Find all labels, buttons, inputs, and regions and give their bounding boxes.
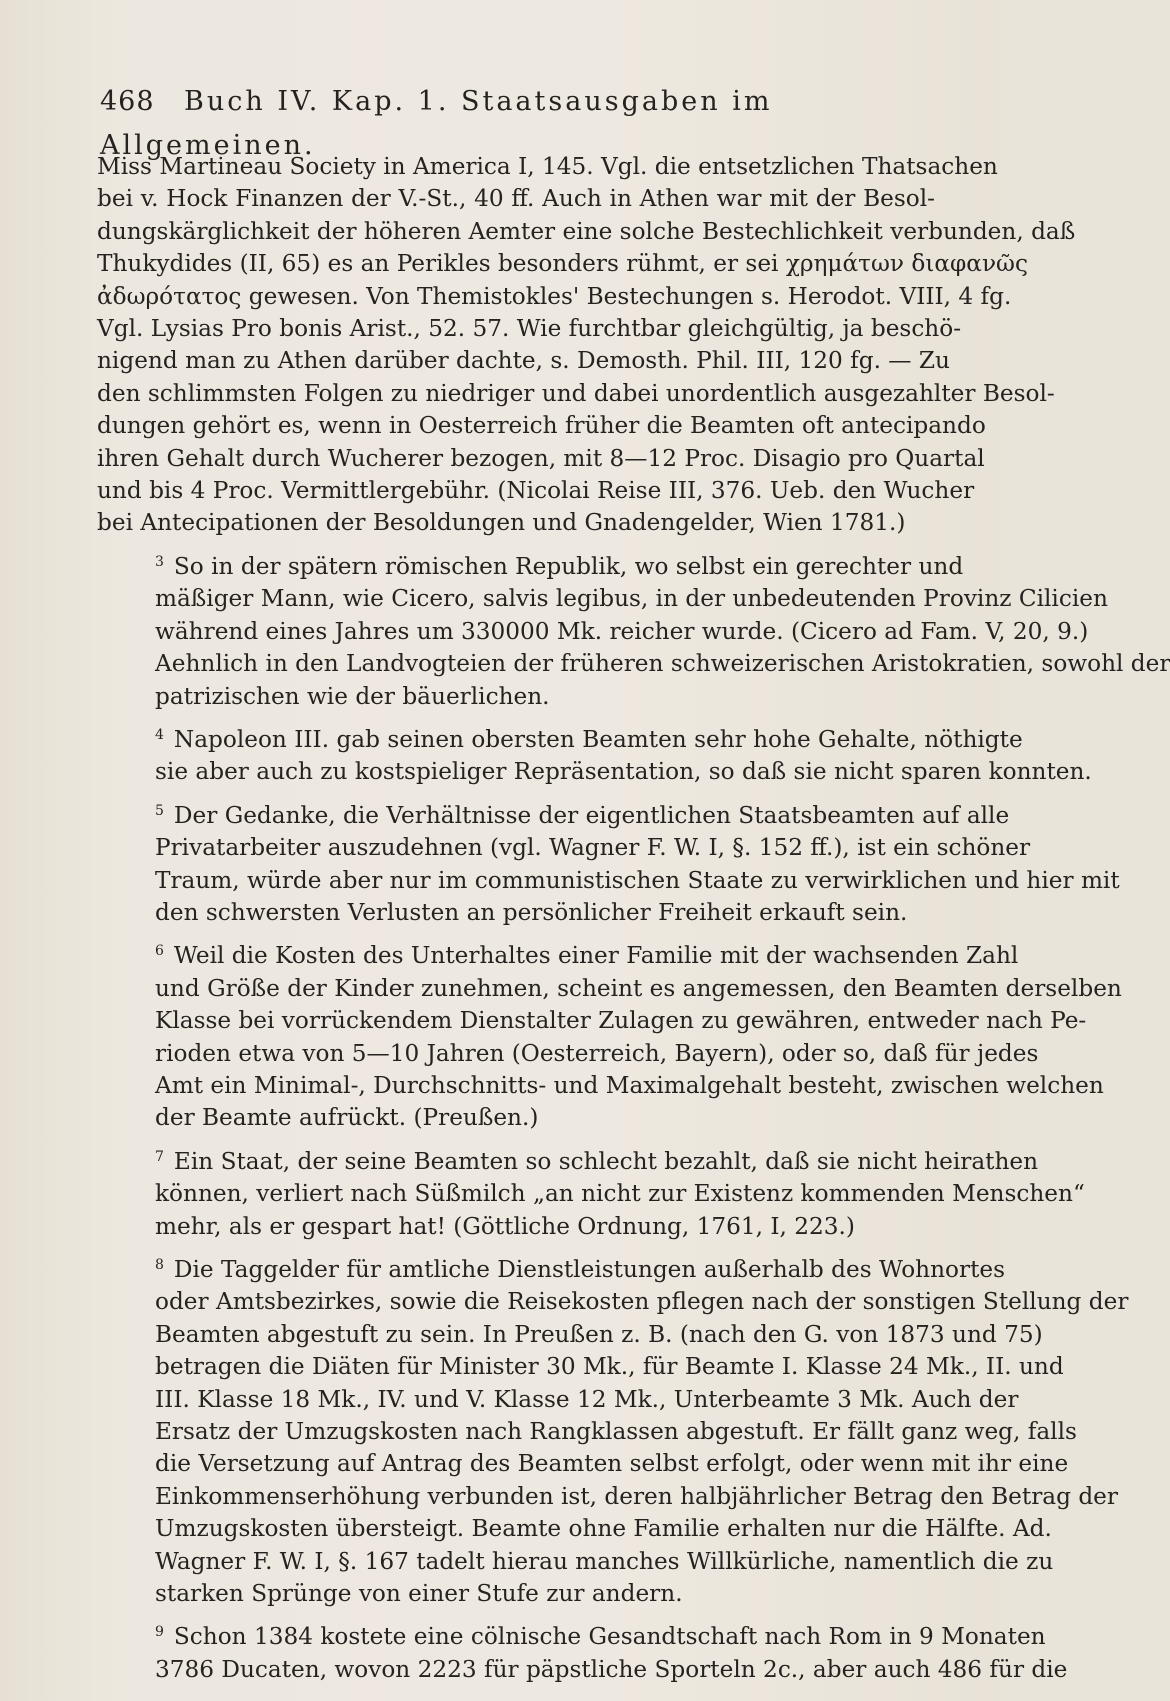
line-text: Thukydides (II, 65) es an Perikles besonders rühmt, er sei χρημάτων διαφανῶς [97,250,1028,278]
line-text: So in der spätern römischen Republik, wo selbst ein gerechter und [173,552,964,580]
text-line [97,378,1055,410]
line-text: Vgl. Lysias Pro bonis Arist., 52. 57. Wie furchtbar gleichgültig, ja beschö- [97,315,962,343]
line-text: Miss Martineau Society in America I, 145. Vgl. die entsetzlichen Thatsachen [97,153,998,180]
line-text: starken Sprünge von einer Stufe zur andern. [155,1580,683,1608]
text-line [97,795,1010,832]
text-line [97,507,935,539]
line-text: während eines Jahres um 330000 Mk. reicher wurde. (Cicero ad Fam. V, 20, 9.) [155,617,1089,645]
page-header [100,80,920,161]
text-line [97,1141,1039,1178]
footnote-5 [97,795,1120,930]
line-text: Privatarbeiter auszudehnen (vgl. Wagner F. W. I, §. 152 ff.), ist ein schöner [155,834,1031,862]
footnote-text-block [97,145,1170,1686]
text-line [97,1546,1054,1578]
line-text: den schlimmsten Folgen zu niedriger und dabei unordentlich ausgezahlter Besol- [97,379,1055,407]
text-line [97,865,1120,897]
line-text: Klasse bei vorrückendem Dienstalter Zulagen zu gewähren, entweder nach Pe- [155,1007,1087,1035]
text-line [97,1286,1129,1318]
footnote-marker: 8 [155,1257,164,1273]
text-line [97,216,1076,248]
footnote-marker: 5 [155,802,164,819]
footnote-7 [97,1141,1085,1243]
footnote-3 [97,546,1170,713]
text-line [97,1616,1046,1653]
line-text: Weil die Kosten des Unterhaltes einer Familie mit der wachsenden Zahl [173,942,1019,970]
line-text: bei v. Hock Finanzen der V.-St., 40 ff. Auch in Athen war mit der Besol- [97,185,935,213]
text-line [97,832,1031,864]
line-text: können, verliert nach Süßmilch „an nicht zur Existenz kommenden Menschen“ [155,1180,1085,1208]
text-line [97,313,962,345]
text-line [97,183,935,215]
text-line [97,719,1023,756]
text-line [97,1481,1118,1513]
line-text: sie aber auch zu kostspieliger Repräsentation, so daß sie nicht sparen konnten. [155,758,1092,786]
line-text: dungskärglichkeit der höheren Aemter eine solche Bestechlichkeit verbunden, daß [97,217,1076,245]
line-text: Umzugskosten übersteigt. Beamte ohne Familie erhalten nur die Hälfte. Ad. [155,1515,1052,1543]
line-text: den schwersten Verlusten an persönlicher Freiheit erkauft sein. [155,898,908,926]
text-line [97,1578,935,1610]
line-text: Amt ein Minimal-, Durchschnitts- und Maximalgehalt besteht, zwischen welchen [155,1071,1104,1099]
footnote-marker: 4 [155,726,164,743]
text-line [97,1178,1085,1210]
text-line [97,756,1092,788]
line-text: III. Klasse 18 Mk., IV. und V. Klasse 12 Mk., Unterbeamte 3 Mk. Auch der [155,1385,1019,1413]
line-text: Traum, würde aber nur im communistischen Staate zu verwirklichen und hier mit [155,866,1120,894]
line-text: der Beamte aufrückt. (Preußen.) [155,1104,539,1132]
line-text: Ersatz der Umzugskosten nach Rangklassen abgestuft. Er fällt ganz weg, falls [155,1418,1077,1446]
line-text: bei Antecipationen der Besoldungen und Gnadengelder, Wien 1781.) [97,509,906,537]
text-line [97,973,1122,1005]
text-line [97,1038,1039,1070]
text-line [97,1351,1064,1383]
text-line [97,1249,1006,1286]
line-text: patrizischen wie der bäuerlichen. [155,682,550,710]
text-line [97,1005,1087,1037]
line-text: und Größe der Kinder zunehmen, scheint es angemessen, den Beamten derselben [155,974,1122,1002]
line-text: die Versetzung auf Antrag des Beamten selbst erfolgt, oder wenn mit ihr eine [155,1450,1069,1478]
page-number: 468 [100,86,155,117]
text-line [97,1070,1104,1102]
line-text: rioden etwa von 5—10 Jahren (Oesterreich, Bayern), oder so, daß für jedes [155,1039,1039,1067]
line-text: Schon 1384 kostete eine cölnische Gesandtschaft nach Rom in 9 Monaten [173,1623,1046,1651]
footnote-marker: 3 [155,553,164,570]
footnote-4 [97,719,1092,789]
line-text: Wagner F. W. I, §. 167 tadelt hierau manches Willkürliche, namentlich die zu [155,1547,1054,1575]
footnote-continuation [97,151,1076,540]
text-line [97,1416,1077,1448]
line-text: mäßiger Mann, wie Cicero, salvis legibus, in der unbedeutenden Provinz Cilicien [155,585,1108,613]
text-line [97,410,986,442]
text-line [97,1319,1043,1351]
footnote-8 [97,1249,1129,1610]
line-text: betragen die Diäten für Minister 30 Mk., für Beamte I. Klasse 24 Mk., II. und [155,1353,1064,1381]
text-line [97,345,950,377]
line-text: Beamten abgestuft zu sein. In Preußen z. B. (nach den G. von 1873 und 75) [155,1320,1043,1348]
text-line [97,681,935,713]
line-text: nigend man zu Athen darüber dachte, s. Demosth. Phil. III, 120 fg. — Zu [97,347,950,375]
text-line [97,443,985,475]
line-text: Der Gedanke, die Verhältnisse der eigentlichen Staatsbeamten auf alle [173,801,1010,829]
text-line [97,1211,935,1243]
footnote-9 [97,1616,1068,1686]
text-line [97,1384,1019,1416]
text-line [97,248,1028,280]
running-title: Buch IV. Kap. 1. Staatsausgaben im Allgemeinen. [100,86,773,161]
text-line [97,151,998,183]
line-text: Ein Staat, der seine Beamten so schlecht bezahlt, daß sie nicht heirathen [173,1147,1039,1175]
footnote-marker: 9 [155,1624,164,1641]
line-text: dungen gehört es, wenn in Oesterreich früher die Beamten oft antecipando [97,412,986,440]
line-text: und bis 4 Proc. Vermittlergebühr. (Nicolai Reise III, 376. Ueb. den Wucher [97,477,975,505]
text-line [97,897,935,929]
line-text: Die Taggelder für amtliche Dienstleistungen außerhalb des Wohnortes [173,1256,1006,1283]
text-line [97,1102,935,1134]
line-text: ἀδωρότατος gewesen. Von Themistokles' Bestechungen s. Herodot. VIII, 4 fg. [97,282,1012,310]
line-text: ihren Gehalt durch Wucherer bezogen, mit 8—12 Proc. Disagio pro Quartal [97,444,985,472]
footnote-marker: 7 [155,1148,164,1165]
line-text: Napoleon III. gab seinen obersten Beamten sehr hohe Gehalte, nöthigte [173,725,1023,753]
text-line [97,1513,1052,1545]
text-line [97,648,1170,680]
line-text: 3786 Ducaten, wovon 2223 für päpstliche Sporteln 2c., aber auch 486 für die [155,1655,1068,1683]
text-line [97,281,1012,313]
text-line [97,546,964,583]
text-line [97,475,975,507]
line-text: mehr, als er gespart hat! (Göttliche Ordnung, 1761, I, 223.) [155,1212,855,1240]
footnote-6 [97,935,1122,1134]
text-line [97,583,1108,615]
footnote-marker: 6 [155,943,164,960]
text-line [97,616,1089,648]
line-text: Aehnlich in den Landvogteien der früheren schweizerischen Aristokratien, sowohl der [155,650,1170,678]
text-line [97,935,1019,972]
text-line [97,1448,1069,1480]
text-line [97,1654,1068,1686]
line-text: oder Amtsbezirkes, sowie die Reisekosten pflegen nach der sonstigen Stellung der [155,1288,1129,1316]
line-text: Einkommenserhöhung verbunden ist, deren halbjährlicher Betrag den Betrag der [155,1482,1118,1510]
